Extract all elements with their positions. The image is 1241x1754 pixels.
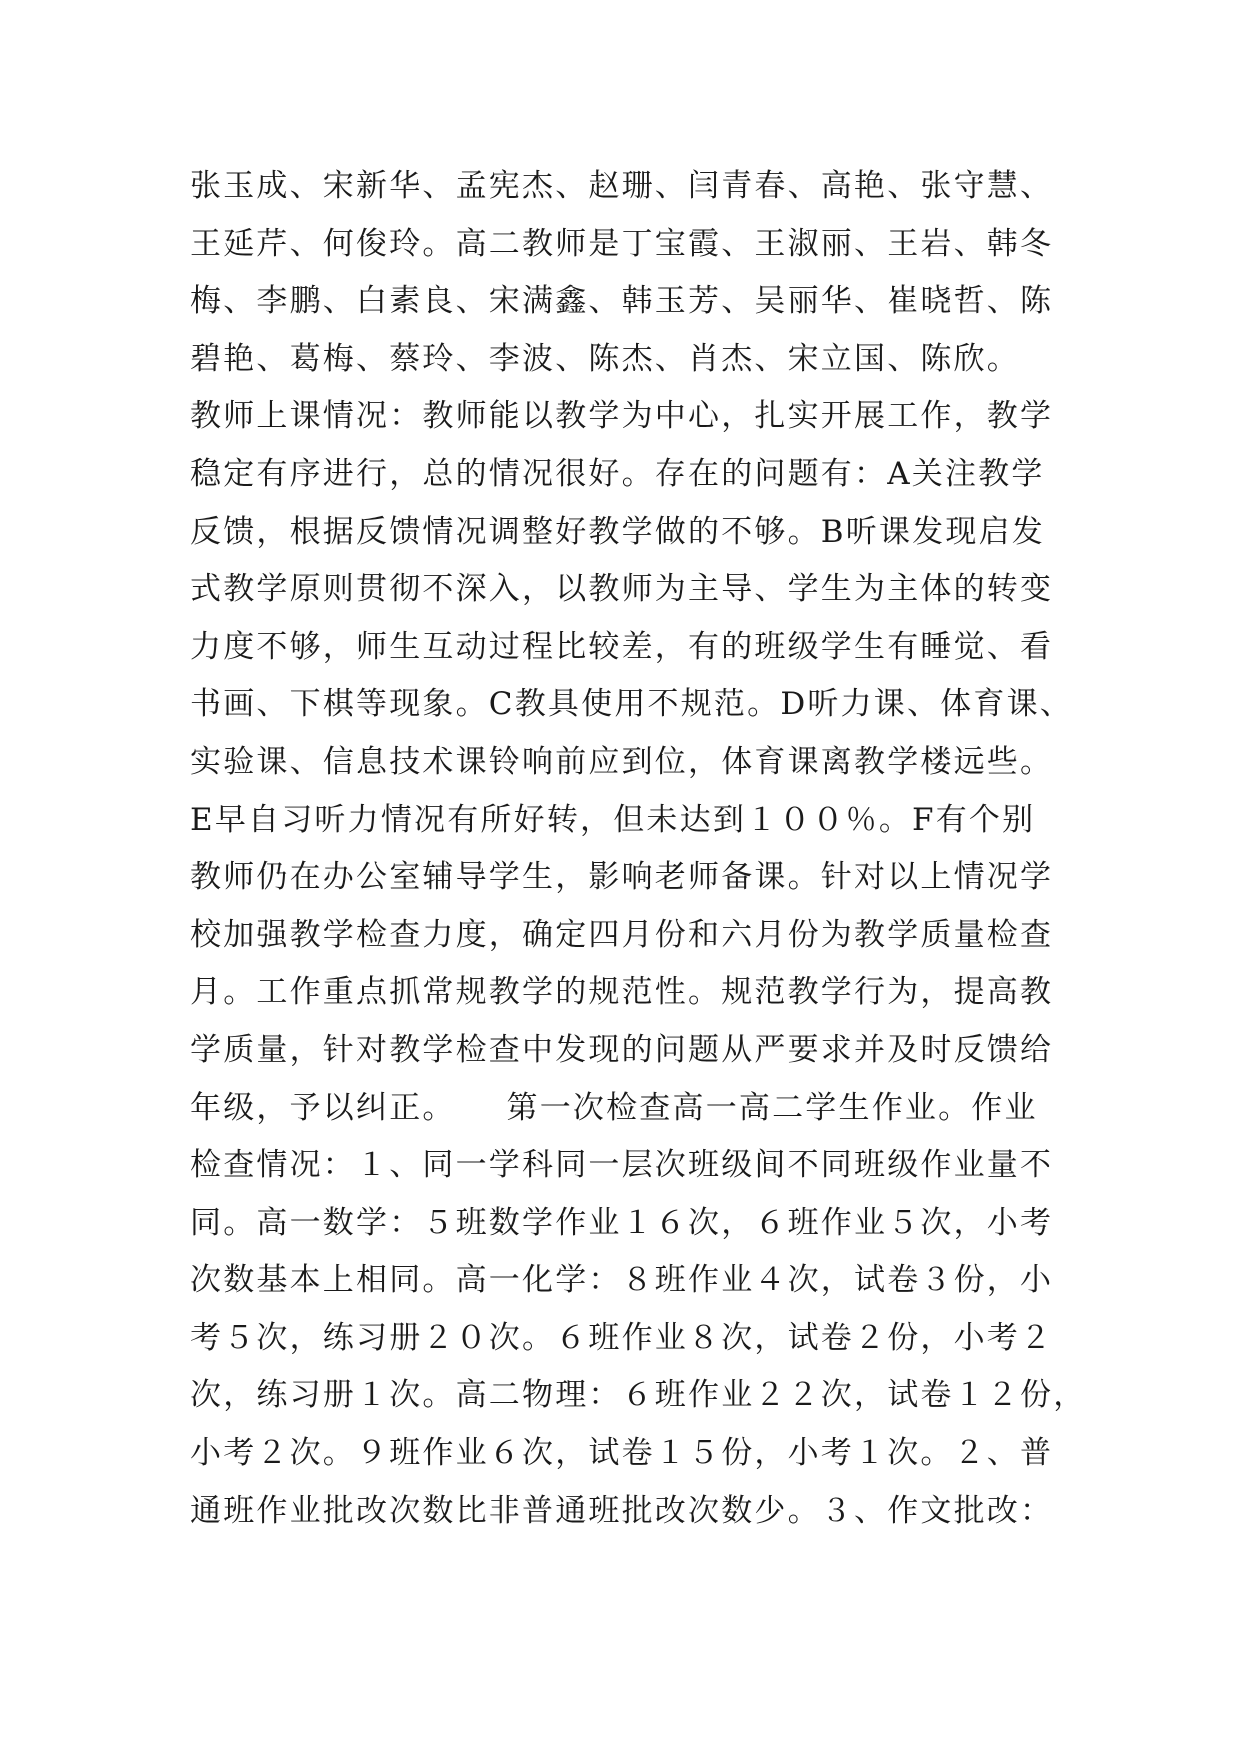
text-line: 月。工作重点抓常规教学的规范性。规范教学行为，提高教 xyxy=(190,974,1054,1011)
text-line: 梅、李鹏、白素良、宋满鑫、韩玉芳、吴丽华、崔晓哲、陈 xyxy=(190,283,1054,320)
text-line: 教师上课情况：教师能以教学为中心，扎实开展工作，教学 xyxy=(190,398,1054,435)
text-line: 年级，予以纠正。 第一次检查高一高二学生作业。作业 xyxy=(190,1089,1038,1126)
text-line: 次，练习册１次。高二物理：６班作业２２次，试卷１２份， xyxy=(190,1377,1087,1414)
text-line: 力度不够，师生互动过程比较差，有的班级学生有睡觉、看 xyxy=(190,628,1054,665)
text-line: 式教学原则贯彻不深入，以教师为主导、学生为主体的转变 xyxy=(190,571,1054,608)
body-text xyxy=(190,158,1090,1540)
text-line: 王延芹、何俊玲。高二教师是丁宝霞、王淑丽、王岩、韩冬 xyxy=(190,225,1054,262)
text-line: 教师仍在办公室辅导学生，影响老师备课。针对以上情况学 xyxy=(190,859,1054,896)
text-line: 校加强教学检查力度，确定四月份和六月份为教学质量检查 xyxy=(190,916,1054,953)
text-line: 张玉成、宋新华、孟宪杰、赵珊、闫青春、高艳、张守慧、 xyxy=(190,168,1054,204)
text-line: 稳定有序进行，总的情况很好。存在的问题有：A关注教学 xyxy=(190,455,1045,492)
text-line: 次数基本上相同。高一化学：８班作业４次，试卷３份，小 xyxy=(190,1262,1054,1299)
text-line: 书画、下棋等现象。C教具使用不规范。D听力课、体育课、 xyxy=(190,686,1073,723)
text-line: 实验课、信息技术课铃响前应到位，体育课离教学楼远些。 xyxy=(190,743,1054,780)
text-line: 通班作业批改次数比非普通班批改次数少。３、作文批改： xyxy=(190,1492,1054,1529)
text-line: 碧艳、葛梅、蔡玲、李波、陈杰、肖杰、宋立国、陈欣。 xyxy=(190,340,1020,377)
text-line: 小考２次。９班作业６次，试卷１５份，小考１次。２、普 xyxy=(190,1435,1054,1472)
text-line: 同。高一数学：５班数学作业１６次，６班作业５次，小考 xyxy=(190,1204,1054,1241)
text-line: E早自习听力情况有所好转，但未达到１００％。F有个别 xyxy=(190,801,1036,838)
text-line: 检查情况：１、同一学科同一层次班级间不同班级作业量不 xyxy=(190,1147,1054,1184)
text-line: 反馈，根据反馈情况调整好教学做的不够。B听课发现启发 xyxy=(190,513,1045,550)
text-line: 学质量，针对教学检查中发现的问题从严要求并及时反馈给 xyxy=(190,1031,1054,1068)
text-line: 考５次，练习册２０次。６班作业８次，试卷２份，小考２ xyxy=(190,1319,1054,1356)
